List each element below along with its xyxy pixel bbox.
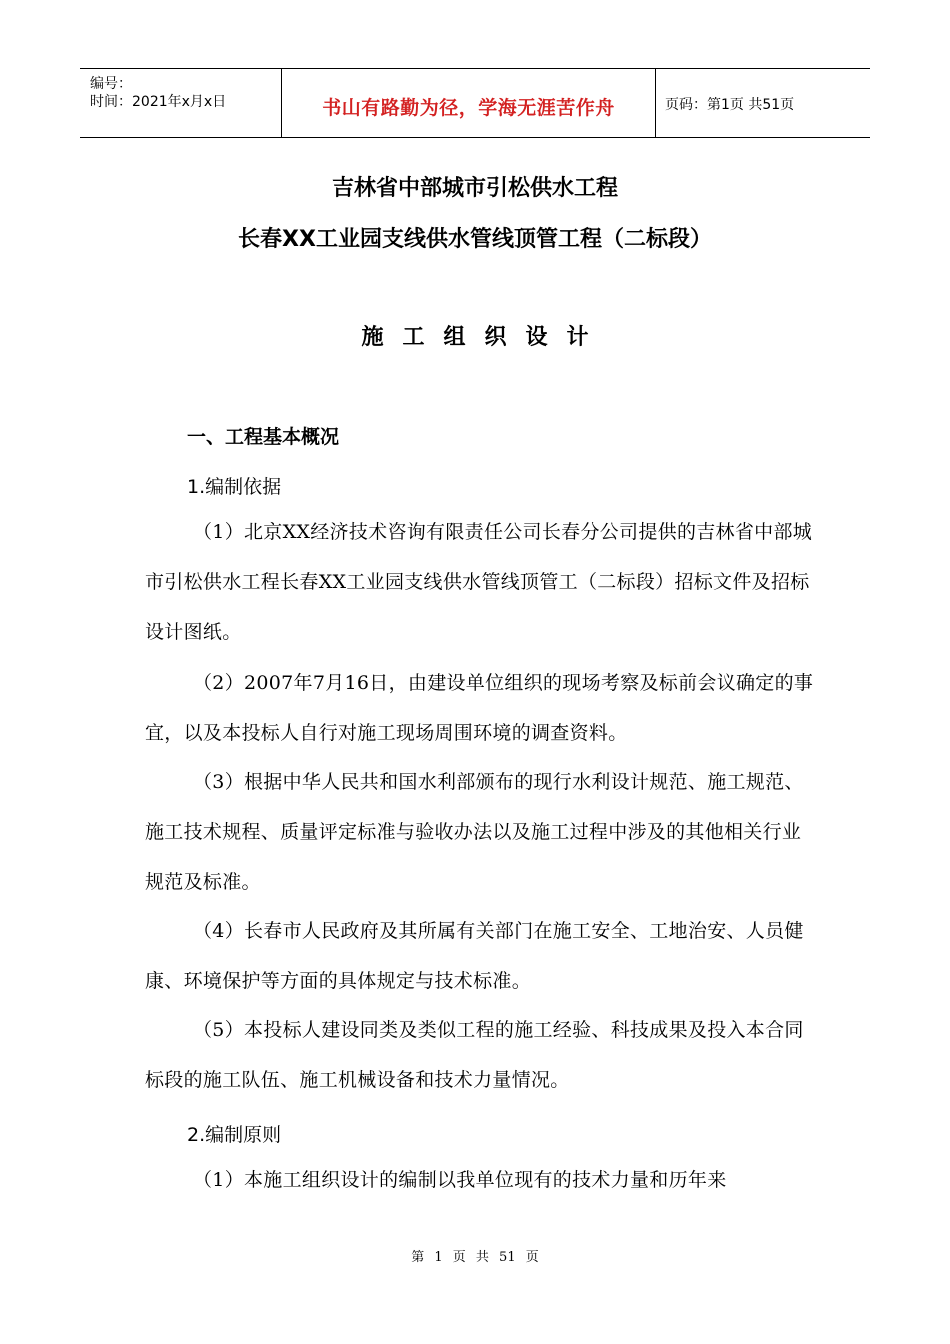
- section-heading: 一、工程基本概况: [187, 426, 340, 448]
- document-title-line2: 长春XX工业园支线供水管线顶管工程（二标段）: [238, 227, 712, 252]
- page-header: [80, 68, 870, 138]
- header-info-cell: [80, 69, 281, 137]
- subsection-heading: 2.编制原则: [187, 1124, 282, 1146]
- header-motto-cell: [281, 69, 656, 137]
- paragraph: （4）长春市人民政府及其所属有关部门在施工安全、工地治安、人员健康、环境保护等方面的具体规定与技术标准。: [145, 920, 804, 992]
- page-footer: 第 1 页 共 51 页: [411, 1250, 539, 1265]
- document-title-line3: 施工组织设计: [361, 325, 608, 350]
- subsection-heading: 1.编制依据: [187, 476, 282, 498]
- document-number-label: 编号：: [90, 76, 132, 92]
- document-title-line1: 吉林省中部城市引松供水工程: [331, 176, 618, 201]
- document-time-label: 时间：2021年x月x日: [90, 94, 227, 110]
- header-page-info: 页码：第1页 共51页: [665, 97, 795, 113]
- header-motto: 书山有路勤为径，学海无涯苦作舟: [322, 97, 615, 119]
- paragraph: （5）本投标人建设同类及类似工程的施工经验、科技成果及投入本合同标段的施工队伍、施工机械设备和技术力量情况。: [145, 1019, 804, 1091]
- paragraph: （1）北京XX经济技术咨询有限责任公司长春分公司提供的吉林省中部城市引松供水工程长春XX工业园支线供水管线顶管工（二标段）招标文件及招标设计图纸。: [145, 521, 813, 643]
- paragraph: （3）根据中华人民共和国水利部颁布的现行水利设计规范、施工规范、施工技术规程、质量评定标准与验收办法以及施工过程中涉及的其他相关行业规范及标准。: [145, 771, 804, 893]
- header-page-cell: [655, 69, 870, 137]
- paragraph: （1）本施工组织设计的编制以我单位现有的技术力量和历年来: [193, 1169, 727, 1191]
- paragraph: （2）2007年7月16日，由建设单位组织的现场考察及标前会议确定的事宜，以及本投标人自行对施工现场周围环境的调查资料。: [145, 672, 814, 744]
